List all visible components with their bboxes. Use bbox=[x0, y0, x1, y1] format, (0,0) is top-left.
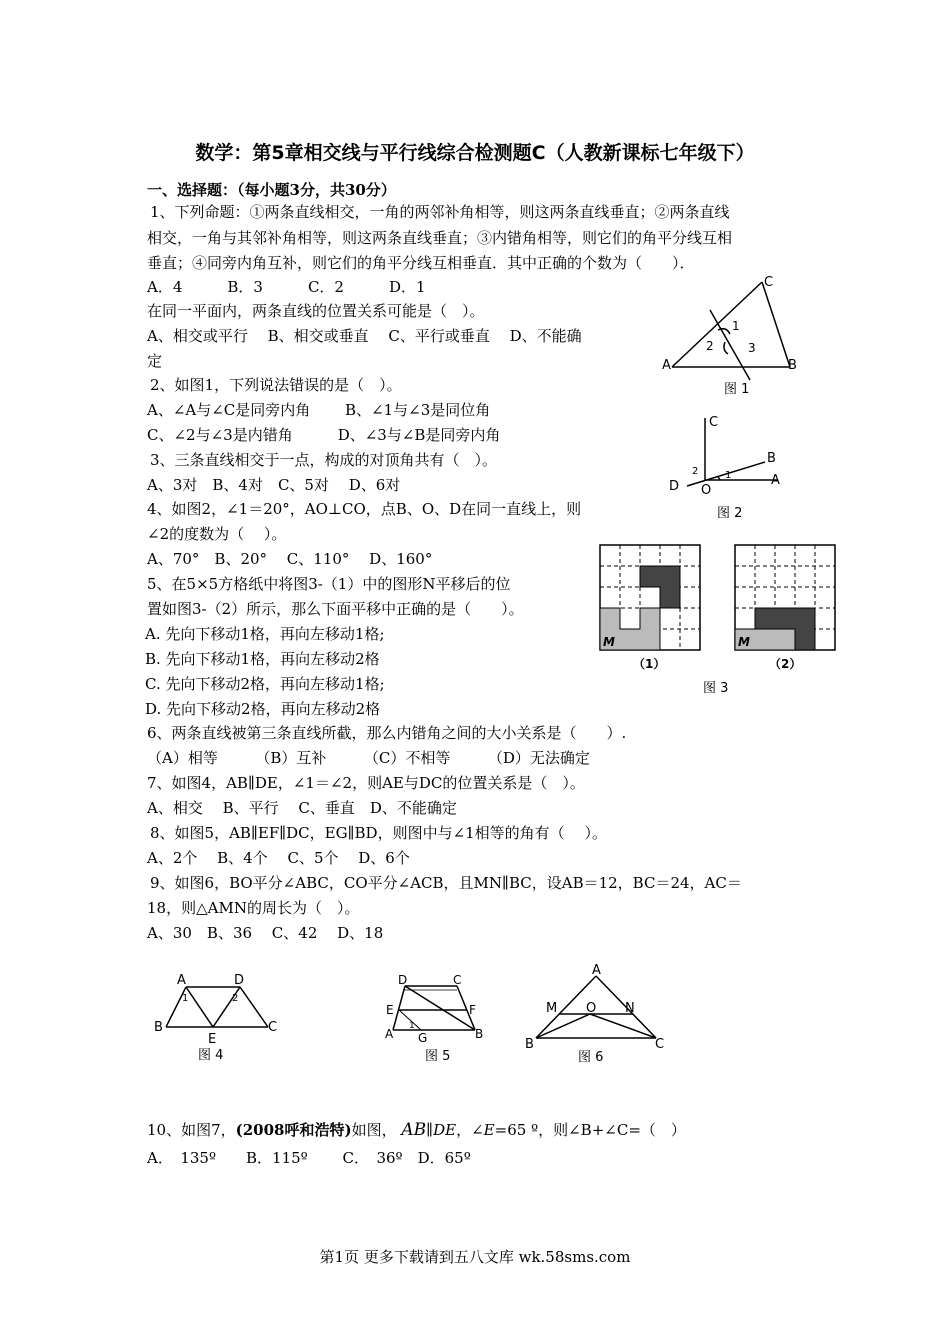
fig2-label-2: 2 bbox=[692, 466, 699, 477]
section-heading: 一、选择题：（每小题3分，共30分） bbox=[147, 181, 396, 199]
extra-question-options: A、相交或平行 B、相交或垂直 C、平行或垂直 D、不能确 bbox=[147, 327, 582, 345]
fig3-label-m2: M bbox=[738, 635, 750, 649]
fig4-label-1: 1 bbox=[182, 993, 189, 1004]
fig2-label-a: A bbox=[771, 473, 780, 488]
question-5-line-2: 置如图3-（2）所示，那么下面平移中正确的是（ ）。 bbox=[147, 600, 524, 618]
figure-3 bbox=[595, 540, 845, 698]
fig4-label-a: A bbox=[177, 973, 186, 988]
fig4-label-d: D bbox=[234, 973, 245, 988]
fig5-label-d: D bbox=[398, 973, 408, 987]
question-1-options: A．4 B．3 C．2 D．1 bbox=[147, 278, 426, 296]
question-6: 6、两条直线被第三条直线所截，那么内错角之间的大小关系是（ ）. bbox=[147, 724, 627, 742]
fig5-label-a: A bbox=[385, 1027, 394, 1041]
figure-1 bbox=[660, 270, 810, 400]
question-10-comma: ， bbox=[456, 1121, 472, 1139]
fig1-label-3: 3 bbox=[748, 341, 756, 355]
fig2-label-d: D bbox=[669, 479, 680, 494]
fig5-label-b: B bbox=[475, 1027, 484, 1041]
question-5-line-1: 5、在5×5方格纸中将图3-（1）中的图形N平移后的位 bbox=[147, 575, 511, 593]
question-1-line-1: 1、下列命题：①两条直线相交，一角的两邻补角相等，则这两条直线垂直；②两条直线 bbox=[150, 203, 730, 221]
question-3: 3、三条直线相交于一点，构成的对顶角共有（ ）。 bbox=[150, 451, 498, 469]
fig5-label-f: F bbox=[469, 1003, 476, 1017]
fig1-label-1: 1 bbox=[732, 319, 740, 333]
fig6-label-m: M bbox=[546, 1001, 558, 1016]
grid-1 bbox=[600, 545, 700, 650]
figure-5 bbox=[383, 968, 493, 1068]
grid-2 bbox=[735, 545, 835, 650]
fig3-sub-1: （1） bbox=[633, 657, 666, 671]
fig4-label-e: E bbox=[208, 1032, 217, 1047]
fig6-label-o: O bbox=[586, 1001, 597, 1016]
fig6-label-b: B bbox=[525, 1037, 534, 1052]
fig4-label-c: C bbox=[268, 1020, 278, 1035]
question-8: 8、如图5，AB∥EF∥DC，EG∥BD，则图中与∠1相等的角有（ ）。 bbox=[150, 824, 607, 842]
page-footer: 第1页 更多下载请到五八文库 wk.58sms.com bbox=[319, 1248, 631, 1266]
extra-question-options-end: 定 bbox=[147, 352, 163, 370]
fig5-label-e: E bbox=[386, 1003, 394, 1017]
question-1-line-3: 垂直；④同旁内角互补，则它们的角平分线互相垂直．其中正确的个数为（ ）． bbox=[147, 254, 695, 272]
fig3-caption: 图 3 bbox=[703, 681, 729, 696]
math-ab: AB bbox=[401, 1120, 427, 1140]
fig5-label-c: C bbox=[453, 973, 462, 987]
extra-question: 在同一平面内，两条直线的位置关系可能是（ ）。 bbox=[147, 302, 485, 320]
fig5-label-g: G bbox=[418, 1031, 428, 1045]
question-6-options: （A）相等 （B）互补 （C）不相等 （D）无法确定 bbox=[147, 749, 590, 767]
fig1-caption: 图 1 bbox=[724, 382, 750, 397]
question-10-options: A． 135º B．115º C． 36º D．65º bbox=[147, 1149, 471, 1167]
fig6-label-a: A bbox=[592, 963, 601, 978]
fig5-label-1: 1 bbox=[409, 1021, 415, 1031]
fig2-caption: 图 2 bbox=[717, 506, 743, 521]
fig1-label-a: A bbox=[662, 358, 671, 373]
fig3-label-m1: M bbox=[603, 635, 615, 649]
fig1-label-c: C bbox=[764, 275, 774, 290]
fig1-label-b: B bbox=[788, 358, 797, 373]
fig2-label-b: B bbox=[767, 451, 776, 466]
question-7-options: A、相交 B、平行 C、垂直 D、不能确定 bbox=[147, 799, 457, 817]
figure-2 bbox=[665, 410, 795, 522]
fig6-caption: 图 6 bbox=[578, 1050, 604, 1065]
fig5-caption: 图 5 bbox=[425, 1049, 451, 1064]
fig4-label-2: 2 bbox=[232, 993, 239, 1004]
question-2-options-2: C、∠2与∠3是内错角 D、∠3与∠B是同旁内角 bbox=[147, 426, 501, 444]
question-10-source: (2008呼和浩特) bbox=[235, 1121, 352, 1139]
question-9-options: A、30 B、36 C、42 D、18 bbox=[147, 924, 384, 942]
question-5-option-d: D. 先向下移动2格，再向左移动2格 bbox=[145, 700, 381, 718]
question-5-option-b: B. 先向下移动1格，再向左移动2格 bbox=[145, 650, 380, 668]
fig6-label-c: C bbox=[655, 1037, 665, 1052]
fig2-label-o: O bbox=[701, 483, 712, 498]
question-8-options: A、2个 B、4个 C、5个 D、6个 bbox=[147, 849, 410, 867]
question-10 bbox=[147, 1120, 686, 1140]
fig6-label-n: N bbox=[625, 1001, 635, 1016]
question-2-options-1: A、∠A与∠C是同旁内角 B、∠1与∠3是同位角 bbox=[147, 401, 491, 419]
fig2-label-1: 1 bbox=[725, 470, 732, 481]
question-4-options: A、70° B、20° C、110° D、160° bbox=[147, 550, 433, 568]
math-angle-e: ∠E bbox=[471, 1121, 495, 1139]
page-title: 数学：第5章相交线与平行线综合检测题C（人教新课标七年级下） bbox=[195, 142, 755, 164]
question-4-line-1: 4、如图2，∠1＝20°，AO⊥CO，点B、O、D在同一直线上，则 bbox=[147, 500, 582, 518]
fig4-caption: 图 4 bbox=[198, 1048, 224, 1063]
question-2: 2、如图1，下列说法错误的是（ ）。 bbox=[150, 376, 402, 394]
question-9-line-1: 9、如图6，BO平分∠ABC，CO平分∠ACB，且MN∥BC，设AB＝12，BC＝24，AC＝ bbox=[150, 874, 742, 892]
fig1-label-2: 2 bbox=[706, 339, 714, 353]
question-7: 7、如图4，AB∥DE，∠1＝∠2，则AE与DC的位置关系是（ ）。 bbox=[147, 774, 585, 792]
question-5-option-c: C. 先向下移动2格，再向左移动1格; bbox=[145, 675, 385, 693]
question-5-option-a: A. 先向下移动1格，再向左移动1格; bbox=[145, 625, 385, 643]
parallel-symbol: ∥ bbox=[426, 1121, 434, 1139]
question-3-options: A、3对 B、4对 C、5对 D、6对 bbox=[147, 476, 401, 494]
question-4-line-2: ∠2的度数为（ ）。 bbox=[147, 525, 287, 543]
fig3-label-n1: N bbox=[681, 569, 692, 583]
fig2-label-c: C bbox=[709, 415, 719, 430]
fig3-label-n2: N bbox=[817, 613, 828, 627]
question-1-line-2: 相交，一角与其邻补角相等，则这两条直线垂直；③内错角相等，则它们的角平分线互相 bbox=[147, 229, 733, 247]
math-de: DE bbox=[433, 1121, 457, 1139]
question-10-rest: =65 º，则∠B+∠C=（ ） bbox=[494, 1121, 686, 1139]
fig4-label-b: B bbox=[154, 1020, 163, 1035]
question-10-text: 如图， bbox=[351, 1121, 397, 1139]
fig3-sub-2: （2） bbox=[769, 657, 802, 671]
question-10-prefix: 10、如图7， bbox=[147, 1121, 236, 1139]
figure-6 bbox=[522, 962, 672, 1067]
figure-4 bbox=[148, 965, 283, 1065]
question-9-line-2: 18，则△AMN的周长为（ ）。 bbox=[147, 899, 360, 917]
